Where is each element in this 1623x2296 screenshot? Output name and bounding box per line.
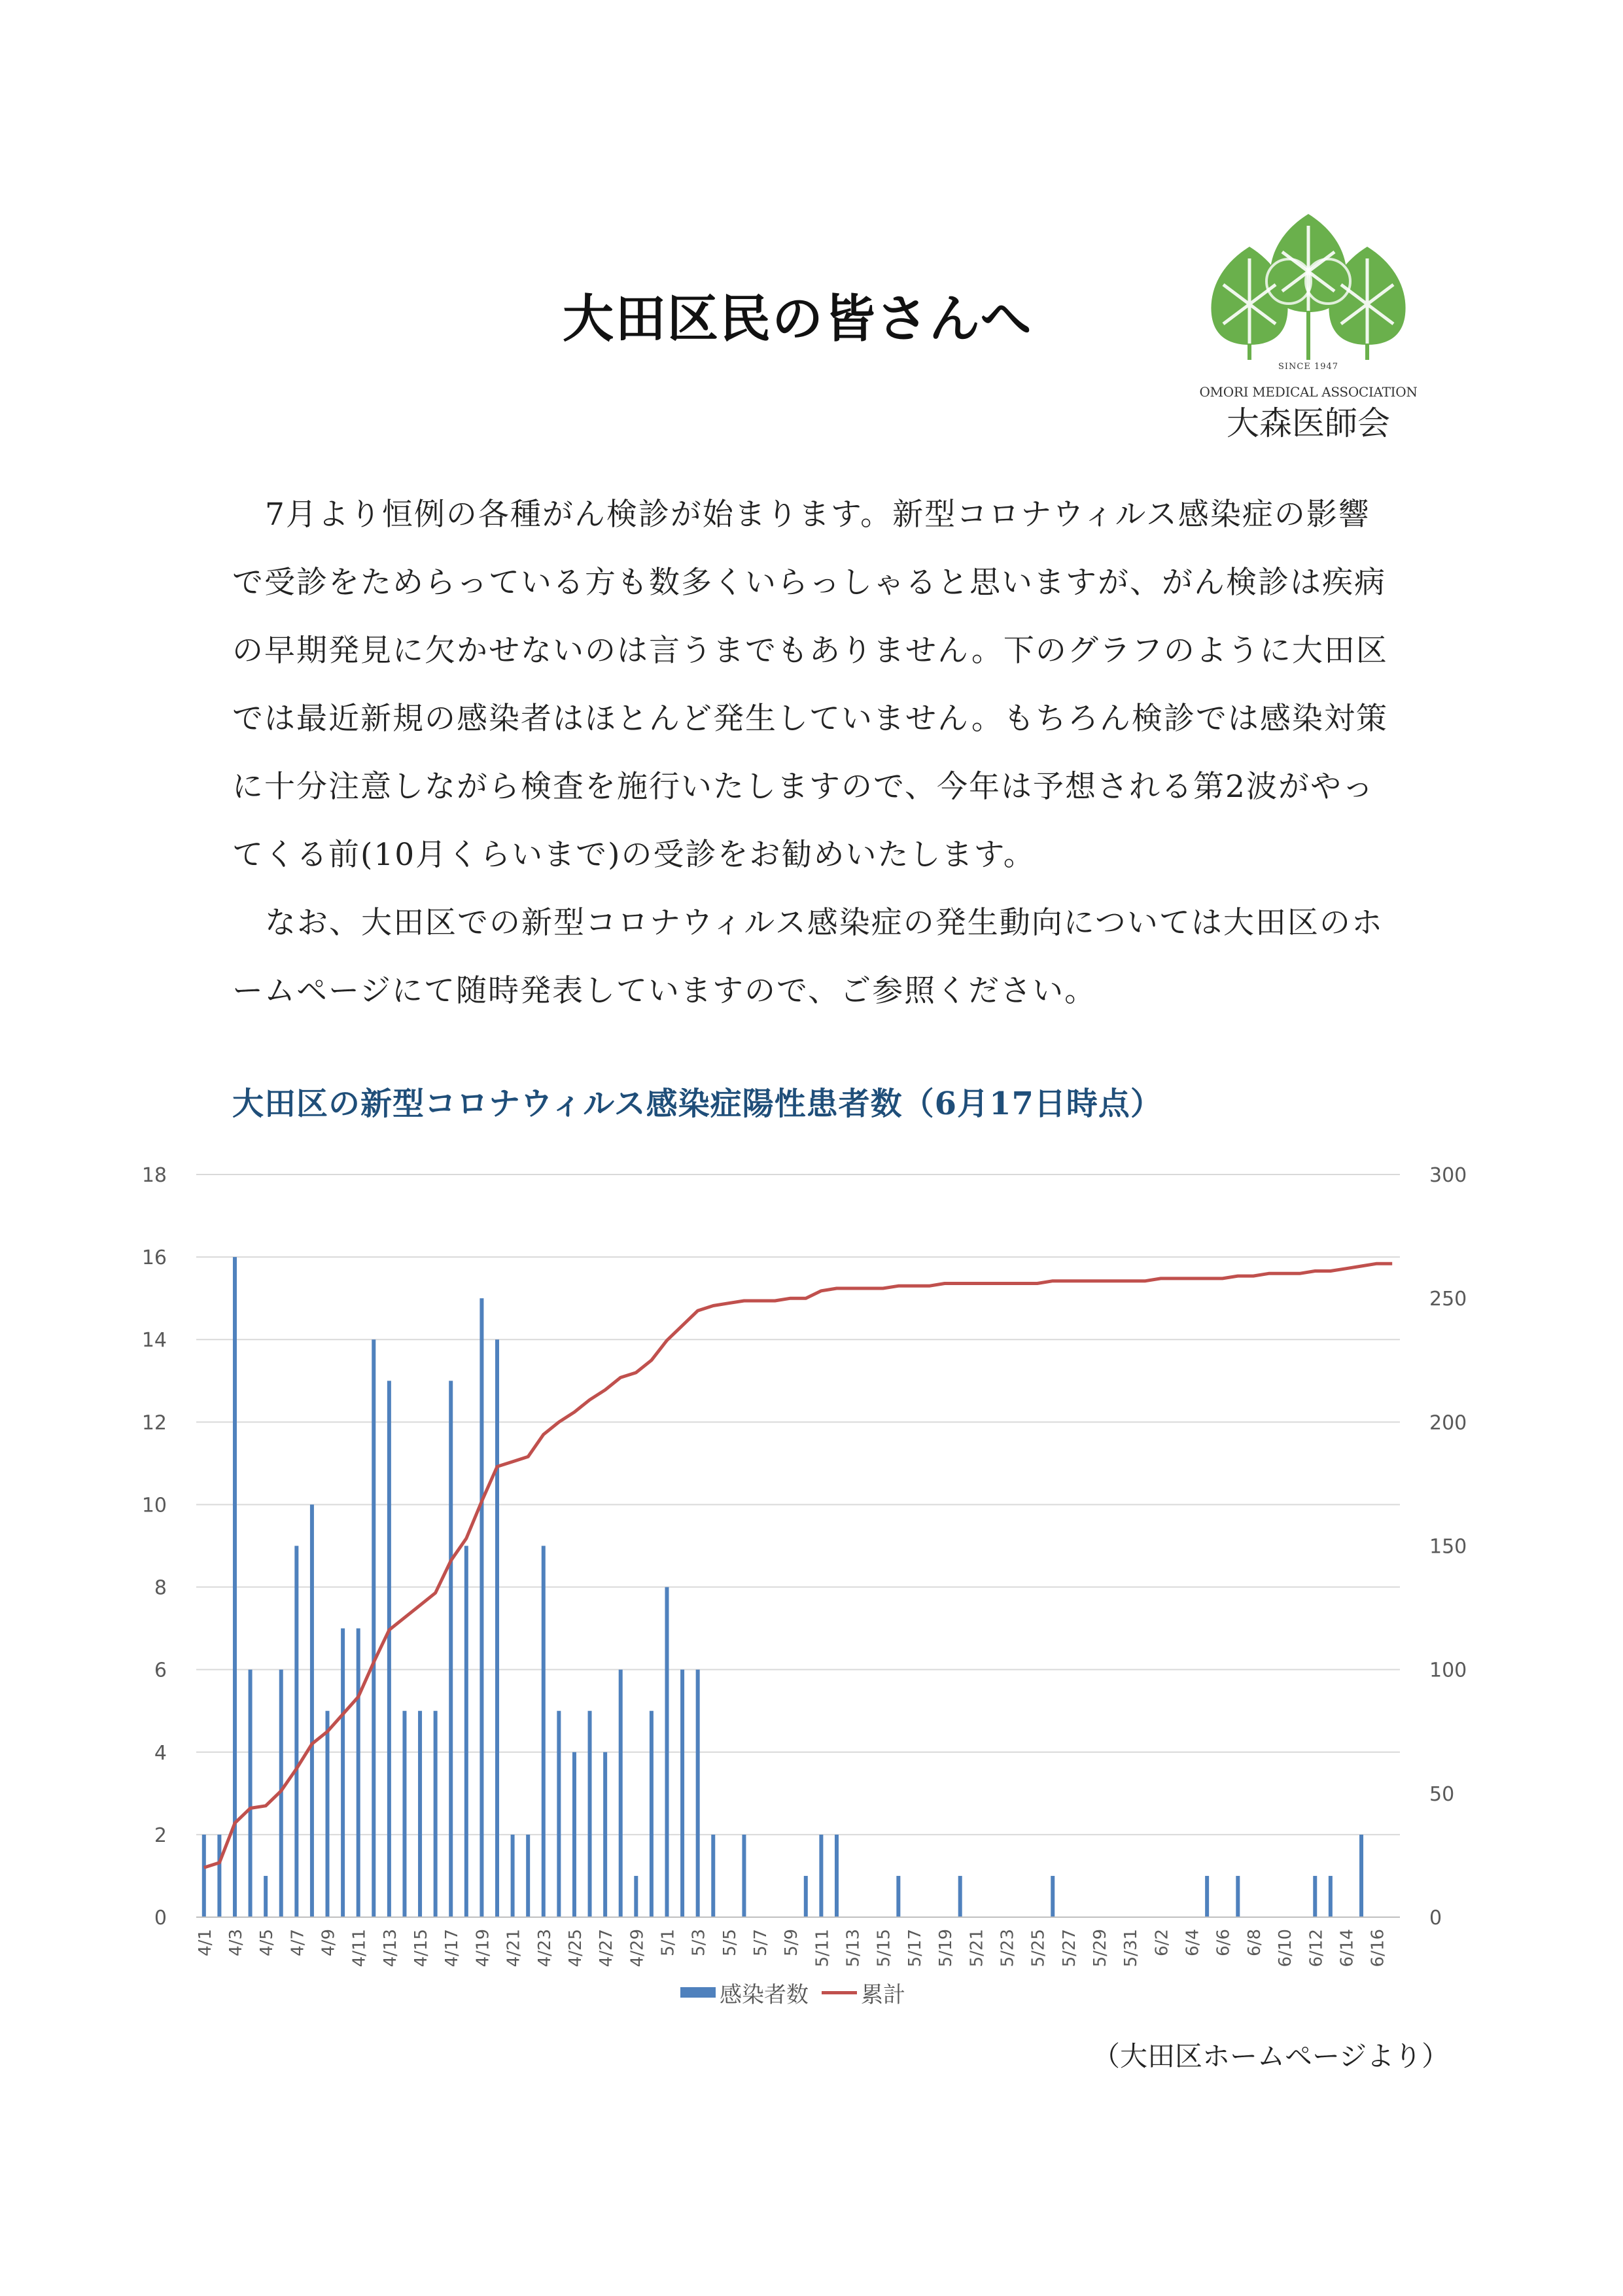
bar <box>819 1835 823 1917</box>
x-tick-label: 6/6 <box>1213 1929 1234 1956</box>
bar <box>1313 1876 1317 1917</box>
x-tick-label: 6/14 <box>1337 1929 1357 1968</box>
bar <box>264 1876 268 1917</box>
x-tick-label: 5/15 <box>874 1929 894 1968</box>
legend-bar-swatch <box>680 1987 716 1998</box>
bar <box>603 1752 607 1917</box>
bar <box>217 1835 221 1917</box>
x-tick-label: 4/5 <box>257 1929 277 1956</box>
bar <box>1236 1876 1240 1917</box>
bar <box>449 1381 453 1917</box>
x-tick-label: 5/25 <box>1028 1929 1049 1968</box>
x-tick-label: 4/21 <box>504 1929 524 1968</box>
bar <box>233 1257 237 1917</box>
bar <box>680 1670 684 1917</box>
x-tick-label: 6/16 <box>1368 1929 1388 1968</box>
y-left-tick-label: 8 <box>154 1576 167 1600</box>
x-tick-label: 5/1 <box>658 1929 678 1956</box>
x-tick-label: 5/19 <box>936 1929 956 1968</box>
bar <box>696 1670 700 1917</box>
bar <box>588 1711 592 1917</box>
x-tick-label: 4/7 <box>288 1929 308 1956</box>
bar <box>480 1298 483 1917</box>
bar <box>1051 1876 1055 1917</box>
y-left-tick-label: 6 <box>154 1659 167 1682</box>
y-right-tick-label: 0 <box>1429 1907 1442 1930</box>
x-tick-label: 4/27 <box>597 1929 617 1968</box>
logo-association-name: OMORI MEDICAL ASSOCIATION <box>1199 384 1418 400</box>
bar <box>294 1546 298 1918</box>
bar <box>542 1546 546 1918</box>
x-tick-label: 5/13 <box>843 1929 864 1968</box>
legend-cumulative-label: 累計 <box>861 1981 905 2008</box>
x-tick-label: 4/25 <box>565 1929 585 1968</box>
bar <box>711 1835 715 1917</box>
y-left-tick-label: 18 <box>141 1164 167 1187</box>
bar <box>434 1711 438 1917</box>
bar <box>619 1670 623 1917</box>
x-tick-label: 4/3 <box>226 1929 246 1956</box>
bar <box>402 1711 406 1917</box>
logo-japanese-name: 大森医師会 <box>1227 404 1390 442</box>
x-tick-label: 5/31 <box>1121 1929 1142 1968</box>
bar <box>418 1711 422 1917</box>
bar <box>896 1876 900 1917</box>
bar <box>835 1835 839 1917</box>
page-title: 大田区民の皆さんへ <box>563 289 1033 349</box>
paragraph-ota-city-info: なお、大田区での新型コロナウィルス感染症の発生動向については大田区のホームページにて随時発表していますので、ご参照ください。 <box>232 905 1384 1009</box>
x-tick-label: 5/5 <box>720 1929 740 1956</box>
bar <box>572 1752 576 1917</box>
x-tick-label: 5/3 <box>689 1929 709 1956</box>
x-tick-label: 5/29 <box>1091 1929 1110 1968</box>
x-tick-label: 5/7 <box>751 1929 771 1956</box>
source-note: （大田区ホームページより） <box>1092 2040 1450 2072</box>
x-tick-label: 4/19 <box>473 1929 493 1968</box>
bar <box>341 1629 345 1917</box>
y-right-tick-label: 100 <box>1429 1659 1467 1682</box>
x-tick-label: 5/17 <box>905 1929 925 1968</box>
x-tick-label: 5/23 <box>998 1929 1018 1968</box>
y-right-tick-label: 250 <box>1429 1288 1467 1311</box>
y-left-tick-label: 10 <box>141 1494 167 1517</box>
y-right-tick-label: 200 <box>1429 1411 1467 1435</box>
legend-line-swatch <box>822 1991 857 1994</box>
y-left-tick-label: 16 <box>141 1246 167 1270</box>
bar <box>511 1835 515 1917</box>
bar <box>1329 1876 1333 1917</box>
x-tick-label: 5/21 <box>967 1929 987 1968</box>
x-tick-label: 6/4 <box>1183 1929 1203 1956</box>
x-tick-label: 4/1 <box>195 1929 215 1956</box>
bar <box>1359 1835 1363 1917</box>
bar <box>804 1876 808 1917</box>
bar <box>634 1876 638 1917</box>
bar <box>650 1711 654 1917</box>
logo-since-text: SINCE 1947 <box>1278 362 1339 372</box>
bar <box>202 1835 206 1917</box>
x-tick-label: 5/9 <box>782 1929 802 1956</box>
bar <box>526 1835 530 1917</box>
x-tick-label: 5/27 <box>1059 1929 1079 1968</box>
x-tick-label: 5/11 <box>812 1929 833 1968</box>
bar <box>326 1711 330 1917</box>
y-left-tick-label: 0 <box>154 1907 167 1930</box>
x-tick-label: 4/13 <box>380 1929 400 1968</box>
x-tick-label: 4/15 <box>411 1929 432 1968</box>
bar <box>495 1339 499 1917</box>
x-tick-label: 6/8 <box>1244 1929 1265 1956</box>
bar <box>310 1504 314 1917</box>
bar <box>742 1835 746 1917</box>
chart-legend <box>680 1976 905 2009</box>
x-tick-label: 4/29 <box>627 1929 648 1968</box>
bar <box>958 1876 962 1917</box>
x-tick-label: 4/23 <box>534 1929 555 1968</box>
y-left-tick-label: 14 <box>141 1329 167 1352</box>
bar <box>249 1670 253 1917</box>
bar <box>464 1546 468 1918</box>
y-left-tick-label: 12 <box>141 1411 167 1435</box>
y-right-tick-label: 150 <box>1429 1535 1467 1559</box>
bar <box>357 1629 360 1917</box>
x-tick-label: 6/2 <box>1152 1929 1172 1956</box>
y-right-tick-label: 300 <box>1429 1164 1467 1187</box>
x-tick-label: 4/17 <box>442 1929 462 1968</box>
paragraph-cancer-screening: 7月より恒例の各種がん検診が始まります。新型コロナウィルス感染症の影響で受診をためらっている方も数多くいらっしゃると思いますが、がん検診は疾病の早期発見に欠かせないのは言うまでもありません。下のグラフのように大田区では最近新規の感染者はほとんど発生していません。もちろん検診では感染対策に十分注意しながら検査を施行いたしますので、今年は予想される第2波がやってくる前(10月くらいまで)の受診をお勧めいたします。 <box>232 497 1388 873</box>
bar <box>387 1381 391 1917</box>
bar <box>557 1711 561 1917</box>
bar <box>372 1339 375 1917</box>
x-tick-label: 4/11 <box>349 1929 370 1968</box>
bar <box>665 1587 669 1917</box>
x-tick-label: 6/10 <box>1276 1929 1296 1968</box>
bar <box>1205 1876 1209 1917</box>
y-left-tick-label: 4 <box>154 1741 167 1765</box>
legend-cases-label: 感染者数 <box>720 1981 809 2008</box>
x-tick-label: 6/12 <box>1306 1929 1327 1968</box>
y-left-tick-label: 2 <box>154 1824 167 1847</box>
cumulative-line <box>204 1263 1392 1867</box>
chart-title: 大田区の新型コロナウィルス感染症陽性患者数（6月17日時点） <box>232 1086 1162 1122</box>
y-right-tick-label: 50 <box>1429 1782 1455 1806</box>
x-tick-label: 4/9 <box>319 1929 339 1956</box>
